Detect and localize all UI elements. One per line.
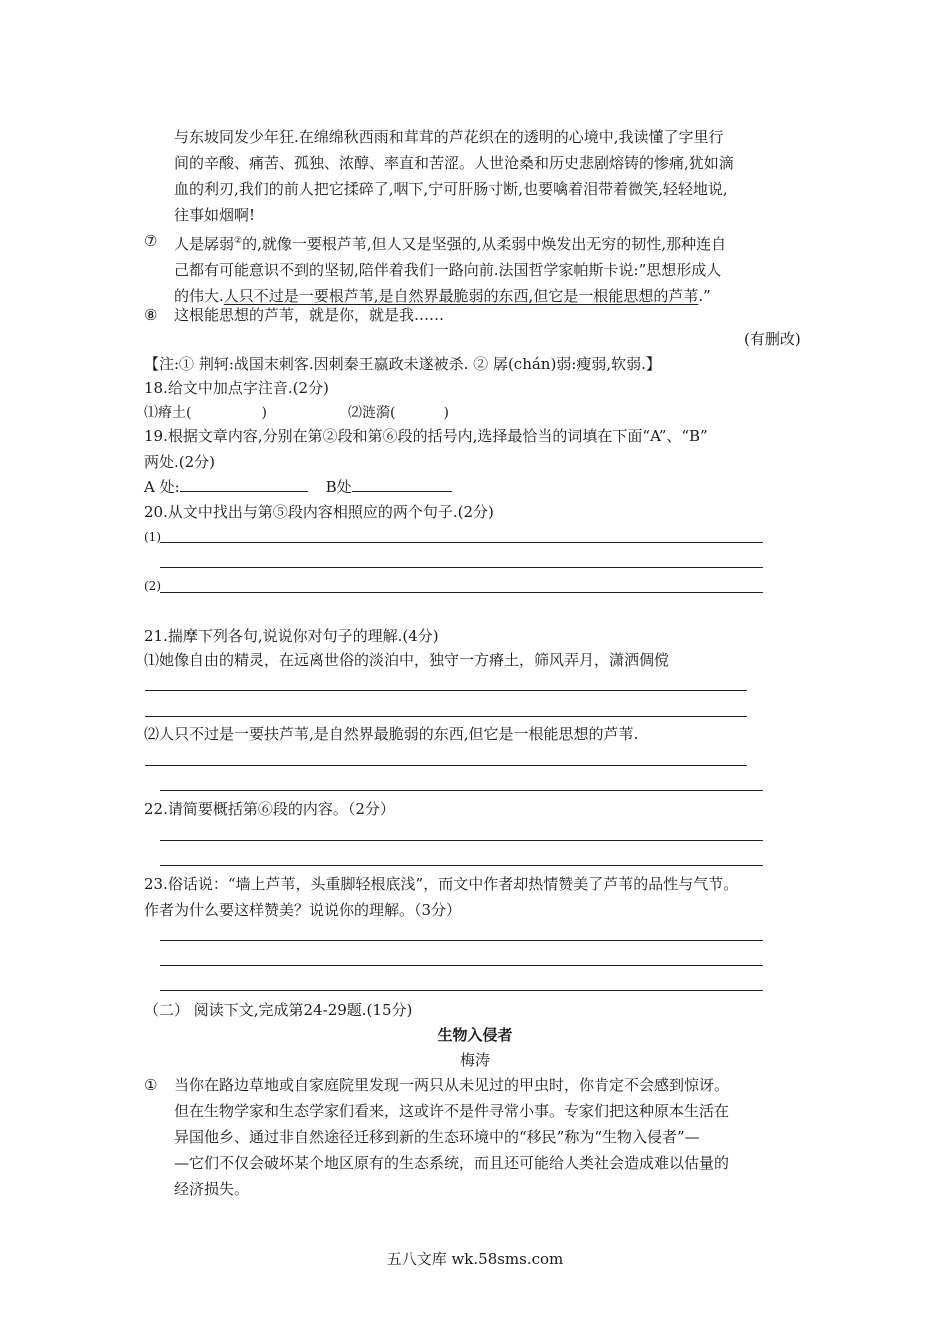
q19-b-label: B处 xyxy=(325,478,352,496)
answer-line[interactable] xyxy=(145,690,747,691)
text-line: 间的辛酸、痛苦、孤独、浓醇、率直和苦涩。人世沧桑和历史悲剧熔铸的惨痛,犹如滴 xyxy=(174,154,734,172)
question-18-item-1 xyxy=(144,401,267,425)
q18-b-label: ⑵涟漪( xyxy=(348,405,396,421)
paragraph-number-8: ⑧ xyxy=(144,306,158,324)
question-22: 22.请简要概括第⑥段的内容。（2分） xyxy=(144,800,395,818)
page-footer: 五八文库 wk.58sms.com xyxy=(386,1250,564,1268)
article-paragraph-1 xyxy=(174,1072,814,1202)
text-line: 经济损失。 xyxy=(174,1180,250,1198)
question-18-item-2 xyxy=(348,401,449,425)
q18-a-label: ⑴瘠土( xyxy=(144,405,192,421)
underlined-sentence: 人只不过是一要根芦苇,是自然界最脆弱的东西,但它是一根能思想的芦苇 xyxy=(223,287,699,305)
q19-a-label: A 处: xyxy=(144,478,180,496)
answer-line[interactable] xyxy=(160,567,763,568)
q18-a-close: ) xyxy=(261,405,267,421)
text-line: 与东坡同发少年狂.在绵绵秋西雨和茸茸的芦花织在的透明的心境中,我读懂了字里行 xyxy=(174,128,724,146)
question-19-line-1: 19.根据文章内容,分别在第②段和第⑥段的括号内,选择最恰当的词填在下面“A”、“B” xyxy=(144,427,708,445)
text-line: 血的利刃,我们的前人把它揉碎了,咽下,宁可肝肠寸断,也要噙着泪带着微笑,轻轻地说, xyxy=(174,180,728,198)
answer-line[interactable] xyxy=(145,716,747,717)
text-line: 当你在路边草地或自家庭院里发现一两只从未见过的甲虫时，你肯定不会感到惊讶。 xyxy=(174,1076,730,1094)
answer-line[interactable] xyxy=(160,865,763,866)
text-line: —它们不仅会破坏某个地区原有的生态系统，而且还可能给人类社会造成难以估量的 xyxy=(174,1154,730,1172)
paragraph-6-continuation xyxy=(174,124,814,228)
answer-blank-a[interactable] xyxy=(180,477,308,492)
text-line: 但在生物学家和生态学家们看来，这或许不是件寻常小事。专家们把这种原本生活在 xyxy=(174,1102,730,1120)
answer-line[interactable] xyxy=(160,965,763,966)
question-18: 18.给文中加点字注音.(2分) xyxy=(144,379,329,397)
answer-blank-b[interactable] xyxy=(352,477,452,492)
text-fragment: 的,就像一要根芦苇,但人又是坚强的,从柔弱中焕发出无穷的韧性,那种连自 xyxy=(242,235,727,253)
article-title: 生物入侵者 xyxy=(437,1026,513,1044)
text-line: 异国他乡、通过非自然途径迁移到新的生态环境中的“移民”称为“生物入侵者”— xyxy=(174,1128,700,1146)
paragraph-8: 这根能思想的芦苇，就是你，就是我…… xyxy=(174,306,445,324)
question-21-item-1: ⑴她像自由的精灵，在远离世俗的淡泊中，独守一方瘠土，筛风弄月，潇洒倜傥 xyxy=(144,651,670,669)
question-20: 20.从文中找出与第⑤段内容相照应的两个句子.(2分) xyxy=(144,503,494,521)
article-author: 梅涛 xyxy=(459,1051,490,1069)
question-23-line-1: 23.俗话说：“墙上芦苇，头重脚轻根底浅”，而文中作者却热情赞美了芦苇的品性与气节。 xyxy=(144,875,739,893)
annotation: 【注:① 荆轲:战国末刺客.因刺秦王嬴政未遂被杀. ② 孱(chán)弱:瘦弱,软弱.】 xyxy=(144,355,661,373)
answer-line[interactable] xyxy=(160,542,763,543)
answer-line[interactable] xyxy=(160,592,763,593)
paragraph-number-1: ① xyxy=(144,1076,158,1094)
paragraph-number-7: ⑦ xyxy=(144,232,158,250)
answer-line[interactable] xyxy=(160,990,763,991)
answer-line[interactable] xyxy=(160,840,763,841)
text-line: 己都有可能意识不到的坚韧,陪伴着我们一路向前.法国哲学家帕斯卡说:”思想形成人 xyxy=(174,261,722,279)
q20-label-2: (2) xyxy=(144,579,161,593)
source-note: (有删改) xyxy=(744,330,801,348)
answer-line[interactable] xyxy=(160,940,763,941)
text-fragment: .” xyxy=(698,287,711,305)
q18-b-close: ) xyxy=(443,405,449,421)
text-line xyxy=(174,228,814,257)
question-21-item-2: ⑵人只不过是一要扶芦苇,是自然界最脆弱的东西,但它是一根能思想的芦苇. xyxy=(144,725,639,743)
footnote-marker: ② xyxy=(234,236,243,246)
question-19-line-2: 两处.(2分) xyxy=(144,453,216,471)
text-fragment: 人是孱弱 xyxy=(174,235,235,253)
answer-line[interactable] xyxy=(145,765,747,766)
q20-label-1: (1) xyxy=(144,530,161,544)
section-2-heading: （二） 阅读下文,完成第24-29题.(15分) xyxy=(144,1001,413,1019)
answer-line[interactable] xyxy=(160,790,763,791)
text-line: 往事如烟啊! xyxy=(174,206,256,224)
text-fragment: 的伟大. xyxy=(174,287,224,305)
question-23-line-2: 作者为什么要这样赞美？说说你的理解。（3分） xyxy=(144,901,462,919)
question-19-blanks xyxy=(144,475,452,499)
paragraph-7 xyxy=(174,228,814,309)
question-21: 21.揣摩下列各句,说说你对句子的理解.(4分) xyxy=(144,627,439,645)
